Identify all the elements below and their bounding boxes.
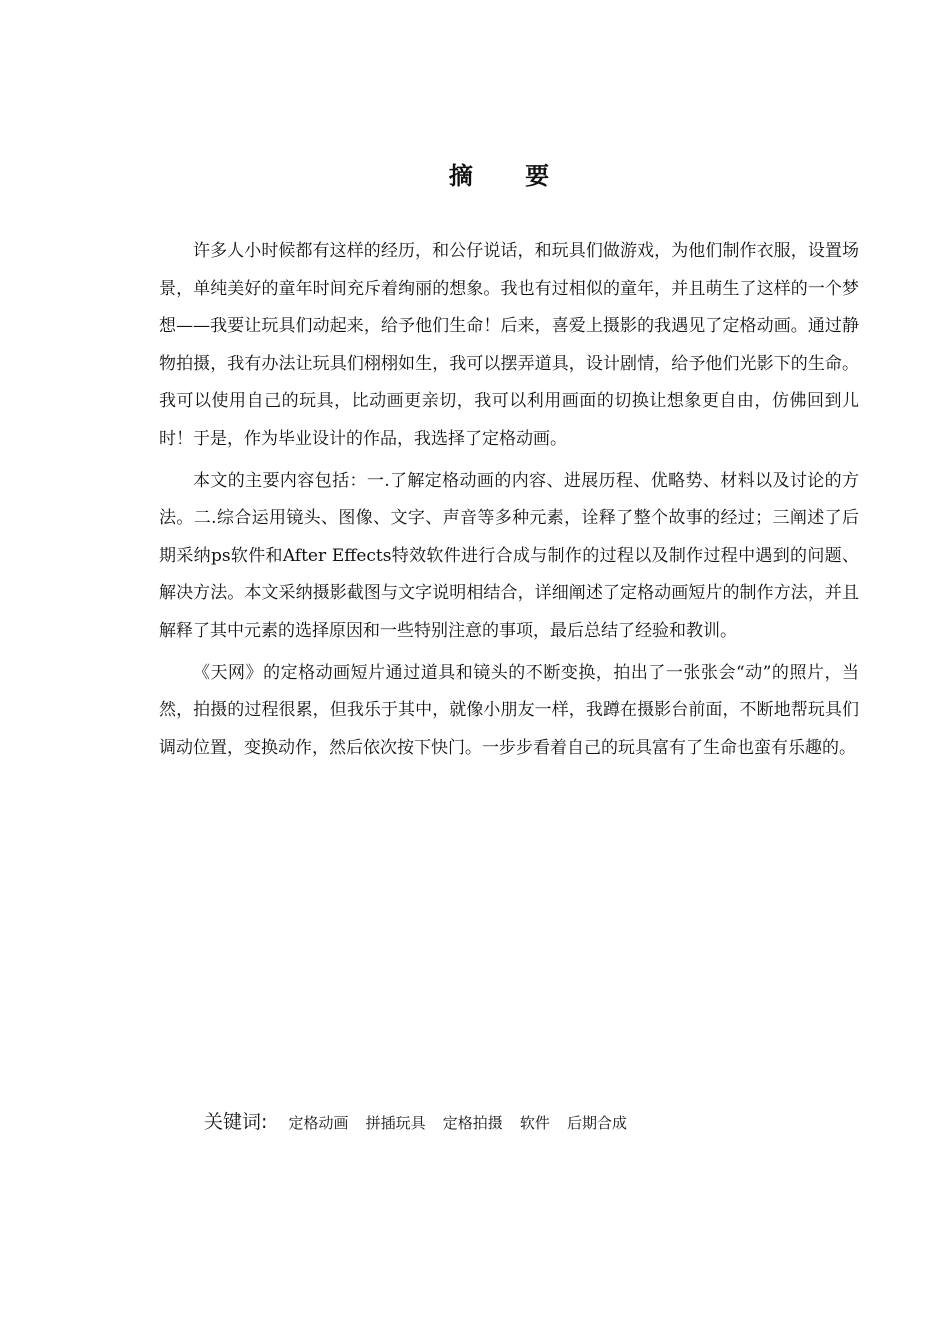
- abstract-body: [159, 233, 859, 771]
- keywords-line: [204, 1107, 639, 1134]
- keyword-item: 定格拍摄: [442, 1114, 503, 1132]
- abstract-paragraph-1: 许多人小时候都有这样的经历，和公仔说话，和玩具们做游戏，为他们制作衣服，设置场景，单纯美好的童年时间充斥着绚丽的想象。我也有过相似的童年，并且萌生了这样的一个梦想——我要让玩具们动起来，给予他们生命！后来，喜爱上摄影的我遇见了定格动画。通过静物拍摄，我有办法让玩具们栩栩如生，我可以摆弄道具，设计剧情，给予他们光影下的生命。我可以使用自己的玩具，比动画更亲切，我可以利用画面的切换让想象更自由，仿佛回到儿时！于是，作为毕业设计的作品，我选择了定格动画。: [159, 241, 859, 449]
- keyword-item: 定格动画: [288, 1114, 349, 1132]
- abstract-paragraph-3: 《天网》的定格动画短片通过道具和镜头的不断变换，拍出了一张张会“动”的照片，当然，拍摄的过程很累，但我乐于其中，就像小朋友一样，我蹲在摄影台前面，不断地帮玩具们调动位置，变换动作，然后依次按下快门。一步步看着自己的玩具富有了生命也蛮有乐趣的。: [159, 662, 859, 758]
- keyword-item: 后期合成: [566, 1114, 627, 1132]
- keyword-item: 软件: [519, 1114, 550, 1132]
- keywords-label: 关键词:: [204, 1111, 268, 1133]
- abstract-paragraph-2: 本文的主要内容包括：一.了解定格动画的内容、进展历程、优略势、材料以及讨论的方法。二.综合运用镜头、图像、文字、声音等多种元素，诠释了整个故事的经过；三阐述了后期采纳ps软件和After Effects特效软件进行合成与制作的过程以及制作过程中遇到的问题、解决方法。本文采纳摄影截图与文字说明相结合，详细阐述了定格动画短片的制作方法，并且解释了其中元素的选择原因和一些特别注意的事项，最后总结了经验和教训。: [159, 470, 859, 641]
- abstract-title: 摘 要: [448, 162, 572, 190]
- keyword-item: 拼插玩具: [365, 1114, 426, 1132]
